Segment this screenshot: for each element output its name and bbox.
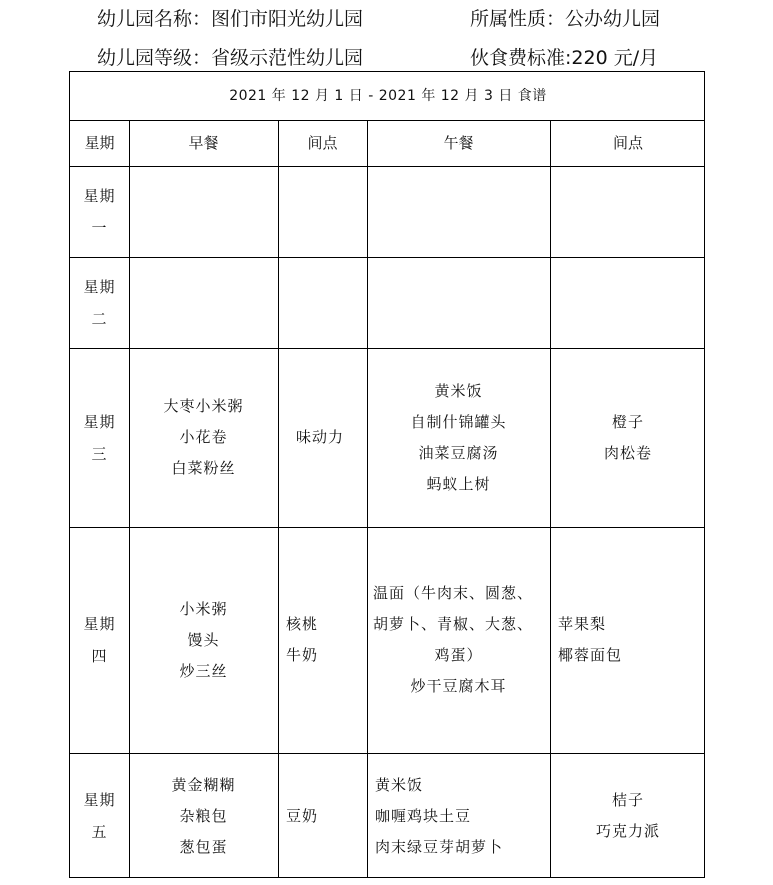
kindergarten-nature: 所属性质：公办幼儿园 bbox=[470, 8, 661, 30]
thursday-lunch bbox=[367, 527, 550, 753]
column-header-lunch: 午餐 bbox=[443, 133, 474, 152]
menu-item: 豆奶 bbox=[286, 806, 319, 825]
wednesday-lunch bbox=[367, 348, 550, 527]
wednesday-breakfast bbox=[129, 348, 278, 527]
menu-item: 炒干豆腐木耳 bbox=[410, 677, 507, 695]
day-label: 星期 bbox=[83, 412, 116, 431]
column-header-breakfast: 早餐 bbox=[188, 133, 219, 152]
day-tuesday bbox=[70, 257, 129, 348]
friday-lunch bbox=[367, 753, 550, 879]
menu-item: 椰蓉面包 bbox=[558, 646, 623, 664]
column-header-weekday: 星期 bbox=[84, 133, 115, 152]
friday-morning-snack bbox=[278, 753, 367, 879]
day-monday bbox=[70, 166, 129, 257]
menu-item: 苹果梨 bbox=[558, 615, 607, 633]
weekly-menu-table bbox=[69, 71, 705, 878]
menu-item: 炒三丝 bbox=[179, 661, 228, 680]
kindergarten-level: 幼儿园等级：省级示范性幼儿园 bbox=[97, 47, 364, 69]
menu-item: 大枣小米粥 bbox=[163, 397, 244, 415]
thursday-afternoon-snack bbox=[550, 527, 706, 753]
day-wednesday bbox=[70, 348, 129, 527]
menu-item: 鸡蛋） bbox=[434, 646, 483, 664]
friday-afternoon-snack bbox=[550, 753, 706, 879]
day-friday bbox=[70, 753, 129, 879]
menu-item: 杂粮包 bbox=[179, 806, 228, 825]
menu-title: 2021 年 12 月 1 日 - 2021 年 12 月 3 日 食谱 bbox=[229, 87, 547, 104]
day-label: 星期 bbox=[83, 186, 116, 205]
menu-item: 小花卷 bbox=[179, 428, 228, 446]
menu-item: 橙子 bbox=[611, 412, 644, 431]
day-label: 星期 bbox=[83, 615, 116, 633]
day-label: 四 bbox=[91, 647, 108, 665]
menu-item: 核桃 bbox=[286, 615, 319, 633]
menu-item: 咖喱鸡块土豆 bbox=[375, 806, 472, 825]
menu-item: 自制什锦罐头 bbox=[410, 412, 507, 431]
meal-fee-standard: 伙食费标准:220 元/月 bbox=[470, 47, 659, 69]
kindergarten-name: 幼儿园名称：图们市阳光幼儿园 bbox=[97, 8, 364, 30]
menu-item: 黄米饭 bbox=[434, 381, 483, 400]
friday-breakfast bbox=[129, 753, 278, 879]
thursday-breakfast bbox=[129, 527, 278, 753]
menu-item: 白菜粉丝 bbox=[171, 459, 236, 477]
day-label: 五 bbox=[91, 823, 108, 841]
menu-item: 桔子 bbox=[611, 791, 644, 809]
menu-item: 牛奶 bbox=[286, 646, 319, 664]
divider bbox=[70, 166, 704, 167]
menu-item: 肉松卷 bbox=[603, 443, 652, 462]
day-thursday bbox=[70, 527, 129, 753]
menu-item: 黄米饭 bbox=[375, 775, 424, 794]
menu-item: 油菜豆腐汤 bbox=[418, 443, 499, 462]
menu-item: 葱包蛋 bbox=[179, 837, 228, 856]
menu-item: 小米粥 bbox=[179, 599, 228, 618]
menu-item: 温面（牛肉末、圆葱、 bbox=[373, 584, 534, 602]
day-label: 星期 bbox=[83, 791, 116, 809]
menu-item: 胡萝卜、青椒、大葱、 bbox=[373, 615, 534, 633]
menu-item: 味动力 bbox=[296, 428, 345, 446]
menu-item: 馒头 bbox=[187, 630, 220, 649]
wednesday-afternoon-snack bbox=[550, 348, 706, 527]
day-label: 一 bbox=[91, 218, 108, 237]
menu-item: 蚂蚁上树 bbox=[426, 474, 491, 493]
day-label: 三 bbox=[91, 444, 108, 463]
day-label: 二 bbox=[91, 309, 108, 328]
menu-item: 巧克力派 bbox=[595, 822, 660, 840]
menu-item: 黄金糊糊 bbox=[171, 775, 236, 794]
column-header-afternoon-snack: 间点 bbox=[612, 133, 643, 152]
column-header-morning-snack: 间点 bbox=[307, 133, 338, 152]
wednesday-morning-snack bbox=[278, 348, 367, 527]
menu-item: 肉末绿豆芽胡萝卜 bbox=[375, 837, 504, 856]
divider bbox=[70, 257, 704, 258]
thursday-morning-snack bbox=[278, 527, 367, 753]
day-label: 星期 bbox=[83, 277, 116, 296]
